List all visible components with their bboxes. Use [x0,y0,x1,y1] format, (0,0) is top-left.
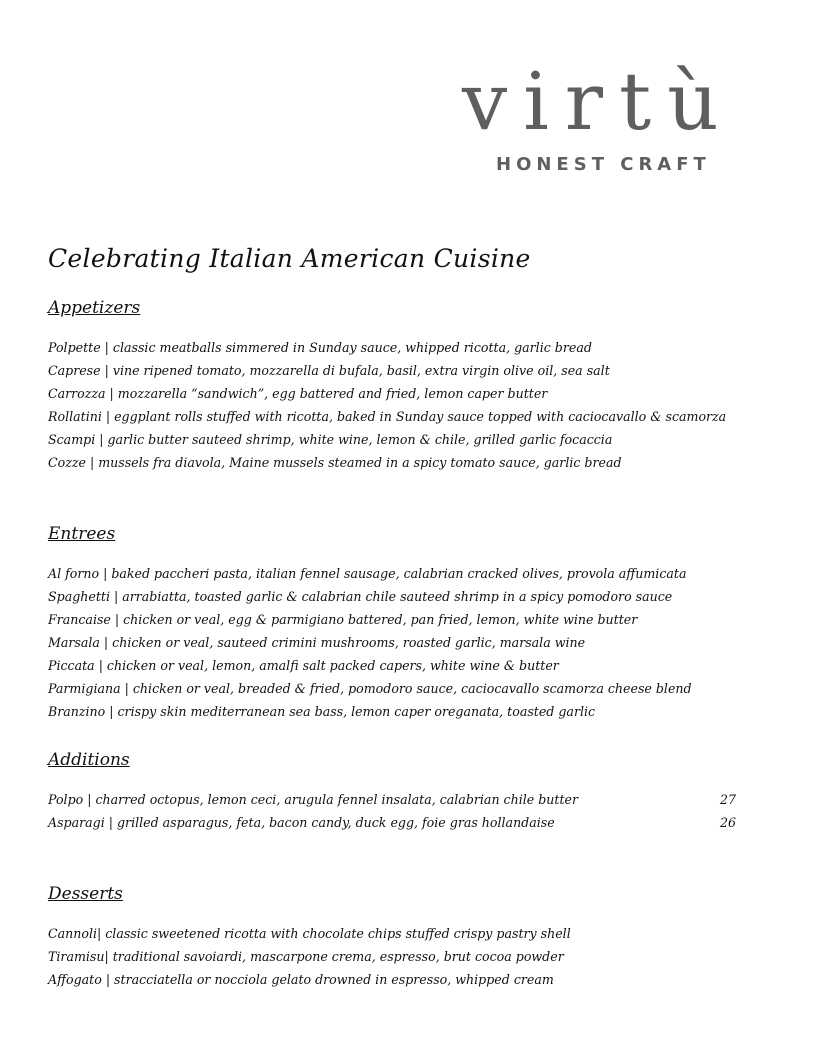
menu-item: Polpette | classic meatballs simmered in Sunday sauce, whipped ricotta, garlic bread [48,340,592,355]
menu-item: Francaise | chicken or veal, egg & parmigiano battered, pan fried, lemon, white wine butter [48,612,638,627]
menu-item: Cannoli| classic sweetened ricotta with chocolate chips stuffed crispy pastry shell [48,926,571,941]
desserts-list [48,922,778,991]
page-heading: Celebrating Italian American Cuisine [48,244,531,273]
menu-item: Scampi | garlic butter sauteed shrimp, white wine, lemon & chile, grilled garlic focaccia [48,432,613,447]
section-title-additions: Additions [48,750,130,770]
appetizers-list [48,336,778,474]
menu-item: Caprese | vine ripened tomato, mozzarella di bufala, basil, extra virgin olive oil, sea salt [48,363,610,378]
menu-item: Parmigiana | chicken or veal, breaded & fried, pomodoro sauce, caciocavallo scamorza cheese blend [48,681,692,696]
menu-item-text: Asparagi | grilled asparagus, feta, bacon candy, duck egg, foie gras hollandaise [48,815,555,830]
brand-tagline: HONEST CRAFT [496,154,711,175]
menu-item-price: 27 [720,792,737,807]
additions-list [48,788,778,834]
brand-name: virtù [462,55,735,148]
menu-item: Rollatini | eggplant rolls stuffed with ricotta, baked in Sunday sauce topped with caciocavallo & scamorza [48,409,727,424]
section-title-desserts: Desserts [48,884,123,904]
menu-item: Affogato | stracciatella or nocciola gelato drowned in espresso, whipped cream [48,972,554,987]
menu-item: Piccata | chicken or veal, lemon, amalfi salt packed capers, white wine & butter [48,658,559,673]
menu-item: Al forno | baked paccheri pasta, italian fennel sausage, calabrian cracked olives, provola affumicata [48,566,687,581]
menu-item: Branzino | crispy skin mediterranean sea bass, lemon caper oreganata, toasted garlic [48,704,596,719]
menu-item: Tiramisu| traditional savoiardi, mascarpone crema, espresso, brut cocoa powder [48,949,564,964]
menu-item [48,811,778,834]
menu-item: Cozze | mussels fra diavola, Maine mussels steamed in a spicy tomato sauce, garlic bread [48,455,622,470]
brand-logo [462,55,772,175]
section-title-entrees: Entrees [48,524,116,544]
entrees-list [48,562,778,723]
menu-item: Spaghetti | arrabiatta, toasted garlic & calabrian chile sauteed shrimp in a spicy pomodoro sauce [48,589,673,604]
menu-item-text: Polpo | charred octopus, lemon ceci, arugula fennel insalata, calabrian chile butter [48,792,578,807]
menu-item: Marsala | chicken or veal, sauteed crimini mushrooms, roasted garlic, marsala wine [48,635,586,650]
menu-item [48,788,778,811]
menu-item: Carrozza | mozzarella “sandwich”, egg battered and fried, lemon caper butter [48,386,548,401]
menu-item-price: 26 [720,815,737,830]
section-title-appetizers: Appetizers [48,298,141,318]
